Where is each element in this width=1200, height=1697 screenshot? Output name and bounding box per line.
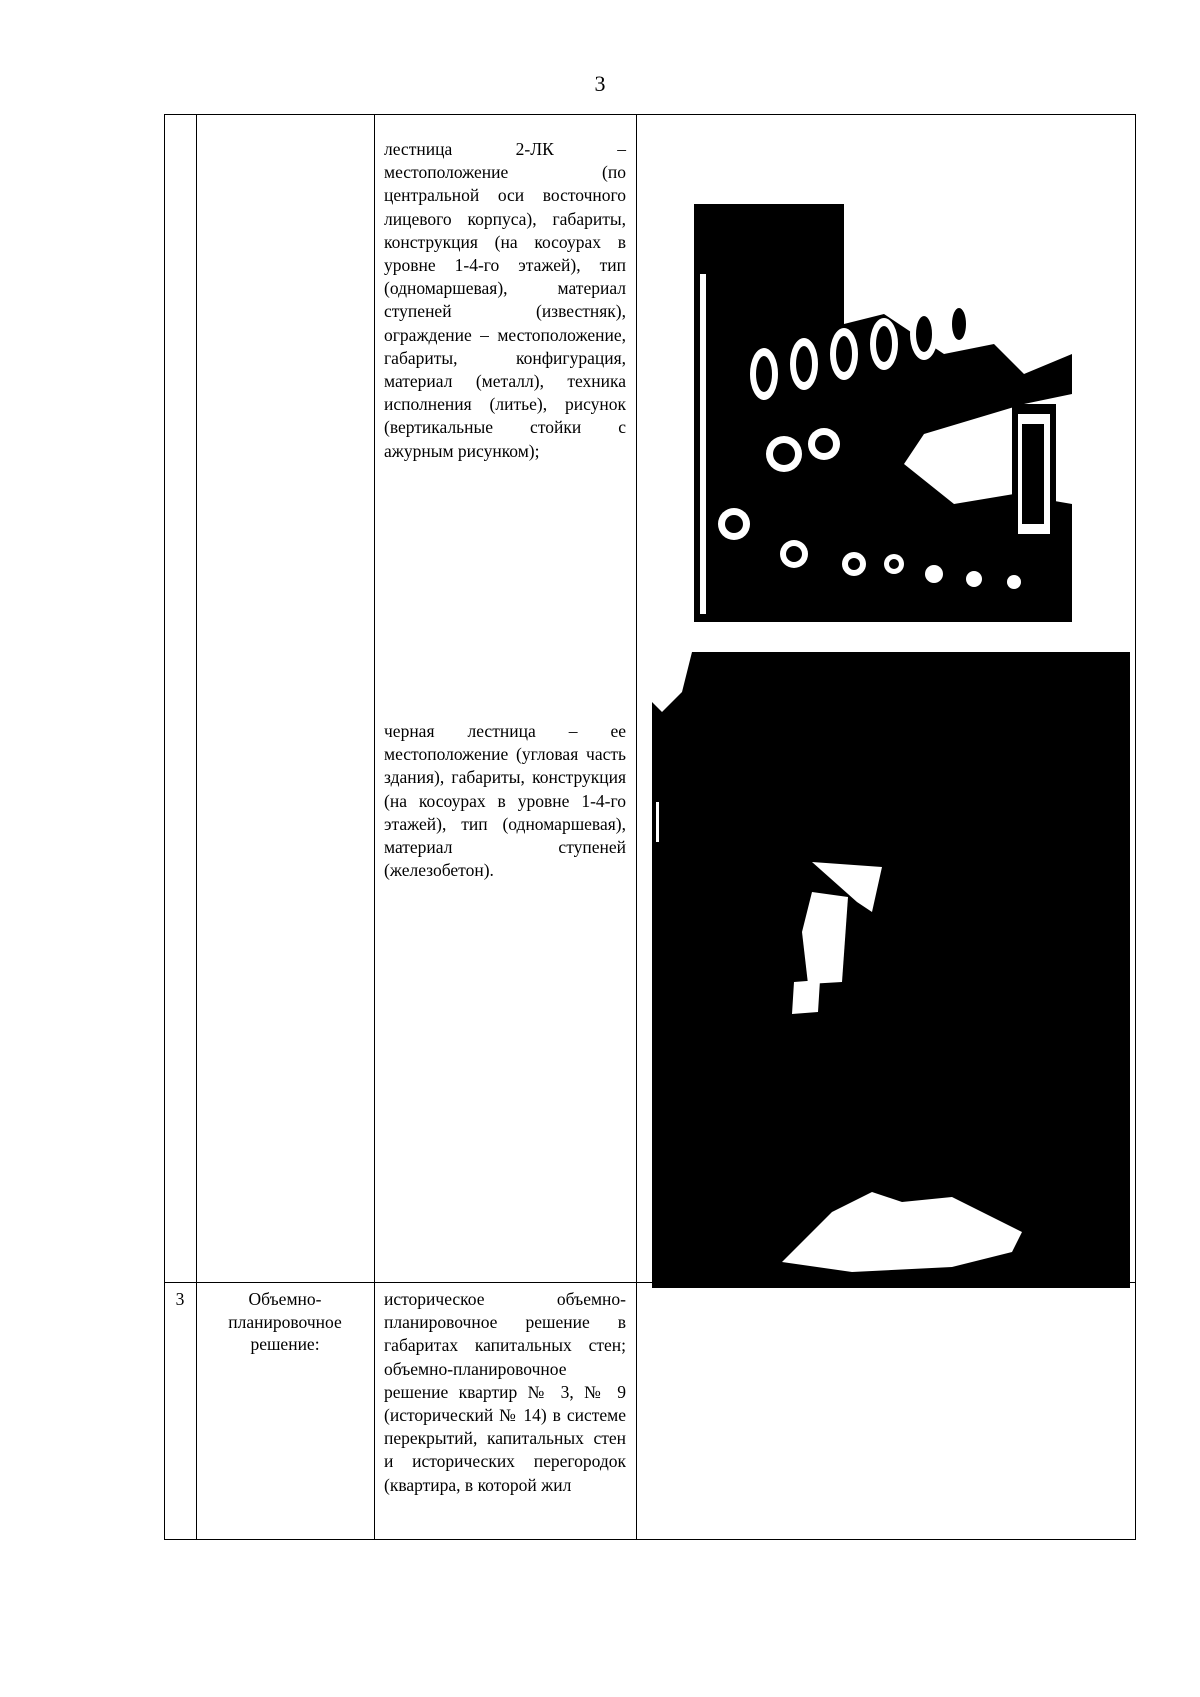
column-divider <box>374 114 375 1540</box>
row-title: Объемно-планировочное решение: <box>228 1289 342 1355</box>
description-volume-planning: историческое объемно-планировочное решение в габаритах капитальных стен; объемно-планировочное решение квартир № 3, № 9 (исторический № 14) в системе перекрытий, капитальных стен и исторических перегородок (квартира, в которой жил <box>384 1289 626 1495</box>
dark-staircase-photo <box>652 652 1130 1288</box>
row-number: 3 <box>175 1289 185 1309</box>
staircase-railing-photo <box>694 204 1072 622</box>
page-number: 3 <box>594 71 606 96</box>
dark-staircase-image <box>652 652 1130 1288</box>
staircase-railing-image <box>694 204 1072 622</box>
column-divider <box>636 114 637 1540</box>
description-staircase-2lk: лестница 2-ЛК – местоположение (по центральной оси восточного лицевого корпуса), габариты, конструкция (на косоурах в уровне 1-4-го этажей), тип (одномаршевая), материал ступеней (известняк), ограждение – местоположение, габариты, конфигурация, материал (металл), техника исполнения (литье), рисунок (вертикальные стойки с ажурным рисунком); <box>384 139 626 461</box>
description-back-staircase: черная лестница – ее местоположение (угловая часть здания), габариты, конструкция (на косоурах в уровне 1-4-го этажей), тип (одномаршевая), материал ступеней (железобетон). <box>384 721 626 881</box>
